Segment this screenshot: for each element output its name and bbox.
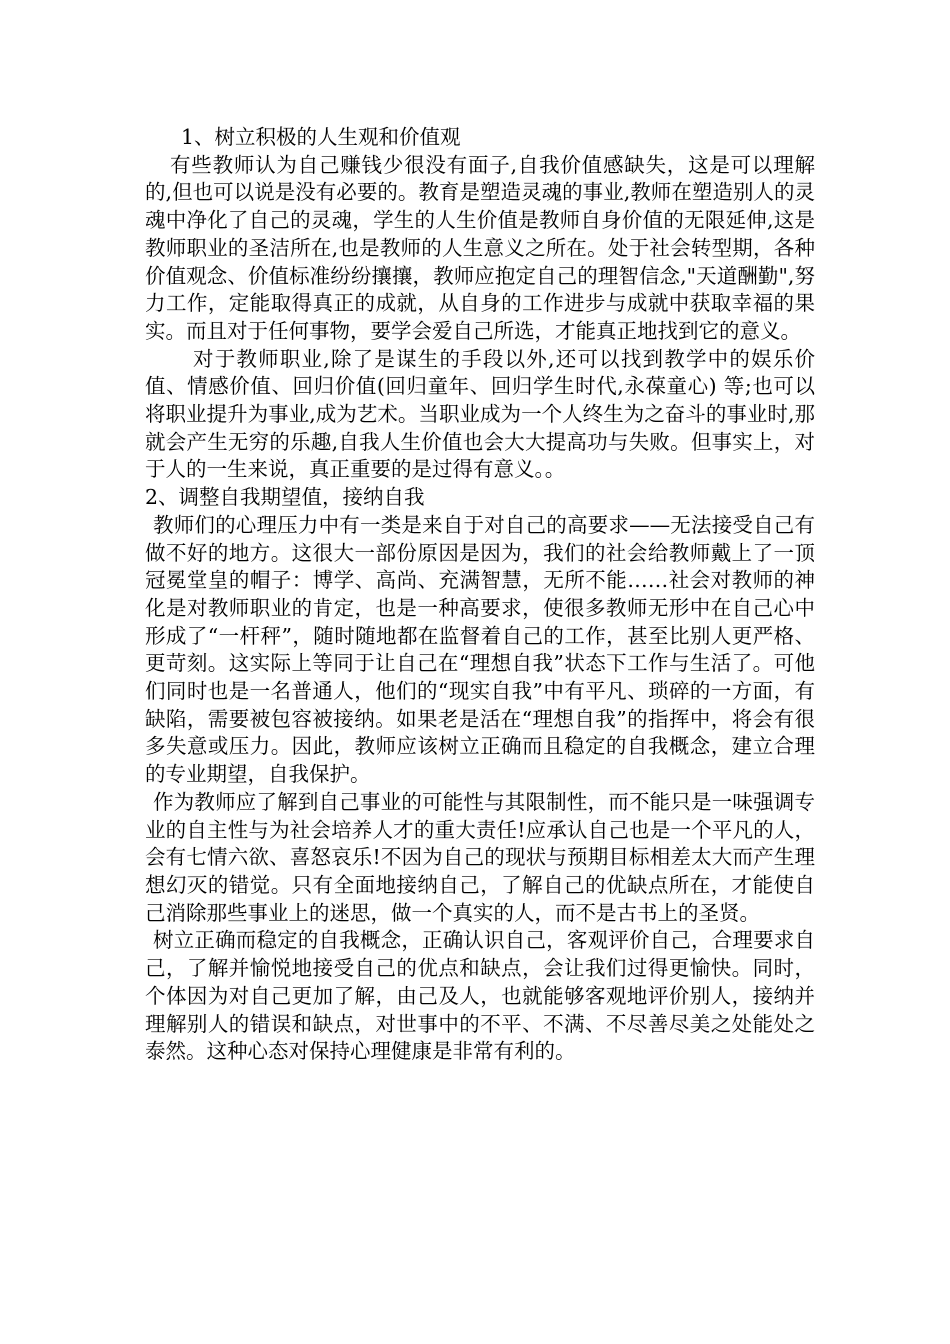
section-1-paragraph-1: 有些教师认为自己赚钱少很没有面子,自我价值感缺失，这是可以理解的,但也可以说是没有必要的。教育是塑造灵魂的事业,教师在塑造别人的灵魂中净化了自己的灵魂，学生的人生价值是教师自身价值的无限延伸,这是教师职业的圣洁所在,也是教师的人生意义之所在。处于社会转型期，各种价值观念、价值标准纷纷攘攘，教师应抱定自己的理智信念,"天道酬勤",努力工作，定能取得真正的成就，从自身的工作进步与成就中获取幸福的果实。而且对于任何事物，要学会爱自己所选，才能真正地找到它的意义。: [145, 152, 815, 343]
section-2-paragraph-1: 教师们的心理压力中有一类是来自于对自己的高要求——无法接受自己有做不好的地方。这很大一部份原因是因为，我们的社会给教师戴上了一顶冠冕堂皇的帽子：博学、高尚、充满智慧，无所不能……社会对教师的神化是对教师职业的肯定，也是一种高要求，使很多教师无形中在自己心中形成了“一杆秤”，随时随地都在监督着自己的工作，甚至比别人更严格、更苛刻。这实际上等同于让自己在“理想自我”状态下工作与生活了。可他们同时也是一名普通人，他们的“现实自我”中有平凡、琐碎的一方面，有缺陷，需要被包容被接纳。如果老是活在“理想自我”的指挥中，将会有很多失意或压力。因此，教师应该树立正确而且稳定的自我概念，建立合理的专业期望，自我保护。: [145, 512, 815, 787]
section-1-paragraph-2: 对于教师职业,除了是谋生的手段以外,还可以找到教学中的娱乐价值、情感价值、回归价值(回归童年、回归学生时代,永葆童心) 等;也可以将职业提升为事业,成为艺术。当职业成为一个人终生为之奋斗的事业时,那就会产生无穷的乐趣,自我人生价值也会大大提高功与失败。但事实上，对于人的一生来说，真正重要的是过得有意义。。: [145, 346, 815, 482]
section-2-heading: 2、调整自我期望值，接纳自我: [145, 485, 425, 510]
document-body: [145, 124, 815, 1066]
section-2-paragraph-3: 树立正确而稳定的自我概念，正确认识自己，客观评价自己，合理要求自己，了解并愉悦地接受自己的优点和缺点，会让我们过得更愉快。同时，个体因为对自己更加了解，由己及人，也就能够客观地评价别人，接纳并理解别人的错误和缺点，对世事中的不平、不满、不尽善尽美之处能处之泰然。这种心态对保持心理健康是非常有利的。: [145, 928, 815, 1064]
section-2-paragraph-2: 作为教师应了解到自己事业的可能性与其限制性，而不能只是一味强调专业的自主性与为社会培养人才的重大责任!应承认自己也是一个平凡的人，会有七情六欲、喜怒哀乐!不因为自己的现状与预期目标相差太大而产生理想幻灭的错觉。只有全面地接纳自己，了解自己的优缺点所在，才能使自己消除那些事业上的迷思，做一个真实的人，而不是古书上的圣贤。: [145, 789, 815, 925]
section-1-heading: 1、树立积极的人生观和价值观: [181, 125, 461, 149]
